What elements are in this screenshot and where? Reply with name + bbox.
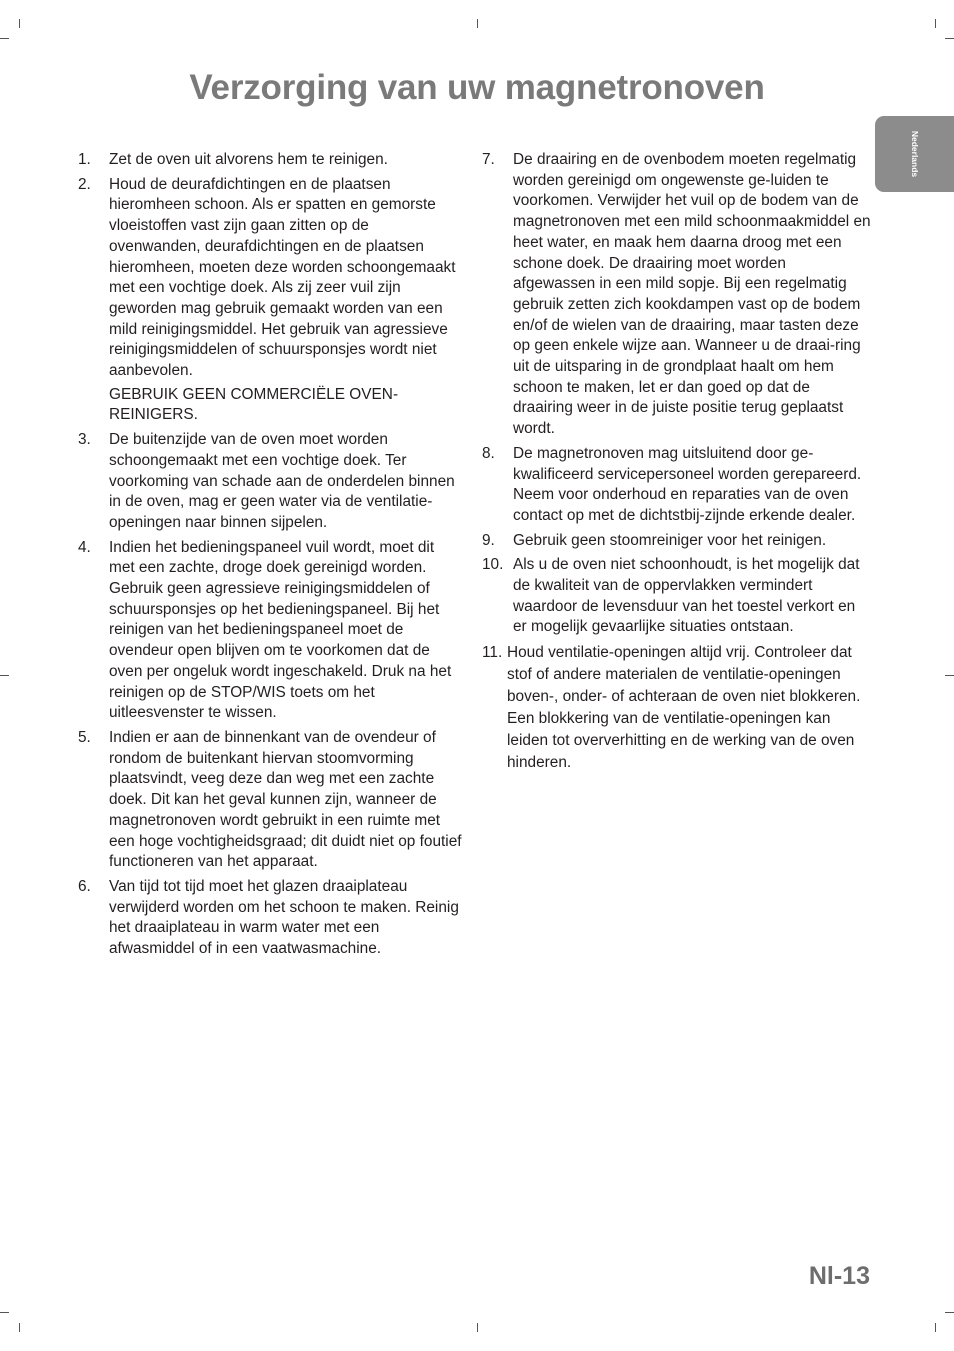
crop-mark (935, 1323, 936, 1332)
item-warning-note: GEBRUIK GEEN COMMERCIËLE OVENREINIGERS. (109, 385, 399, 424)
crop-mark (19, 1323, 20, 1332)
item-number: 2. (78, 175, 91, 193)
item-text: De magnetronoven mag uitsluitend door gekwalificeerd servicepersoneel worden gerepareerd. Neem voor onderhoud en reparaties van de oven contact op met de dichtstbij-zijnde erkende dealer. (513, 444, 862, 524)
crop-mark (0, 38, 9, 39)
crop-mark (945, 1312, 954, 1313)
left-column (78, 150, 462, 964)
list-item (78, 728, 462, 873)
crop-mark (0, 675, 9, 676)
crop-mark (945, 38, 954, 39)
crop-mark (945, 675, 954, 676)
item-text: Indien het bedieningspaneel vuil wordt, moet dit met een zachte, droge doek gereinigd worden. Gebruik geen agressieve reinigingsmiddelen of schuursponsjes op het bedieningspaneel. Bij het reinigen van het bedieningspaneel moet de ovendeur open blijven om te voorkomen dat de oven per ongeluk wordt ingeschakeld. Druk na het reinigen op de STOP/WIS toets om het uitleesvenster te wissen. (109, 538, 452, 722)
page-number: Nl-13 (808, 1262, 870, 1290)
list-item (78, 175, 462, 426)
item-number: 6. (78, 877, 91, 895)
item-number: 5. (78, 728, 91, 746)
crop-mark (477, 19, 478, 28)
list-item (78, 877, 462, 960)
list-item (482, 531, 872, 552)
crop-mark (0, 1312, 9, 1313)
right-column (482, 150, 872, 778)
item-text: Houd ventilatie-openingen altijd vrij. Controleer dat stof of andere materialen de ventilatie-openingen boven-, onder- of achteraan de oven niet blokkeren. Een blokkering van de ventilatie-openingen kan leiden tot oververhitting en de werking van de oven hinderen. (507, 644, 861, 772)
list-item (78, 430, 462, 534)
item-number: 10. (482, 556, 504, 574)
crop-mark (935, 19, 936, 28)
language-tab-label: Nederlands (909, 130, 920, 178)
page-title: Verzorging van uw magnetronoven (189, 68, 765, 107)
list-item (482, 555, 872, 638)
crop-mark (477, 1323, 478, 1332)
item-text: Houd de deurafdichtingen en de plaatsen hieromheen schoon. Als er spatten en gemorste vloeistoffen vast zijn gaan zitten op de ovenwanden, deurafdichtingen en de plaatsen hieromheen, moeten deze worden schoongemaakt met een vochtige doek. Als zij zeer vuil zijn geworden mag gebruik gemaakt worden van een mild reinigingsmiddel. Het gebruik van agressieve reinigingsmiddelen of schuursponsjes wordt niet aanbevolen. (109, 175, 456, 380)
list-item (482, 444, 872, 527)
item-text: Van tijd tot tijd moet het glazen draaiplateau verwijderd worden om het schoon te maken. Reinig het draaiplateau in warm water met een afwasmiddel of in een vaatwasmachine. (109, 877, 459, 958)
item-number: 4. (78, 538, 91, 556)
item-number: 7. (482, 151, 495, 168)
list-item (78, 538, 462, 724)
list-item (482, 642, 872, 774)
item-number: 3. (78, 431, 91, 449)
item-text: Indien er aan de binnenkant van de ovendeur of rondom de buitenkant hiervan stoomvorming plaatsvindt, veeg deze dan weg met een zachte doek. Dit kan het geval kunnen zijn, wanneer de magnetronoven wordt gebruikt in een ruimte met een hoge vochtigheidsgraad; dit duidt niet op foutief functioneren van het apparaat. (109, 728, 462, 871)
item-text: Als u de oven niet schoonhoudt, is het mogelijk dat de kwaliteit van de oppervlakken vermindert waardoor de levensduur van het toestel verkort en er mogelijk gevaarlijke situaties ontstaan. (513, 556, 860, 636)
list-item (78, 150, 462, 171)
item-text: De draairing en de ovenbodem moeten regelmatig worden gereinigd om ongewenste ge-luiden te voorkomen. Verwijder het vuil op de bodem van de magnetronoven met een mild schoonmaakmiddel en heet water, en maak hem daarna droog met een schone doek. De draairing moet worden afgewassen in een mild sopje. Bij een regelmatig gebruik zetten zich kookdampen vast op de bodem en/of de wielen van de draairing, maar tasten deze op geen enkele wijze aan. Wanneer u de draai-ring uit de uitsparing in de grondplaat haalt om hem schoon te maken, let er dan goed op dat de draairing weer in de juiste positie terug geplaatst wordt. (513, 151, 871, 438)
item-text: De buitenzijde van de oven moet worden schoongemaakt met een vochtige doek. Ter voorkoming van schade aan de onderdelen binnen in de oven, mag er geen water via de ventilatie-openingen naar binnen sijpelen. (109, 431, 455, 531)
item-number: 11. (482, 644, 503, 662)
crop-mark (19, 19, 20, 28)
item-text: Gebruik geen stoomreiniger voor het reinigen. (513, 531, 827, 549)
item-number: 8. (482, 444, 495, 462)
item-number: 1. (78, 151, 91, 168)
list-item (482, 150, 872, 440)
language-tab (875, 116, 954, 192)
item-text: Zet de oven uit alvorens hem te reinigen. (109, 151, 388, 168)
item-number: 9. (482, 531, 495, 549)
